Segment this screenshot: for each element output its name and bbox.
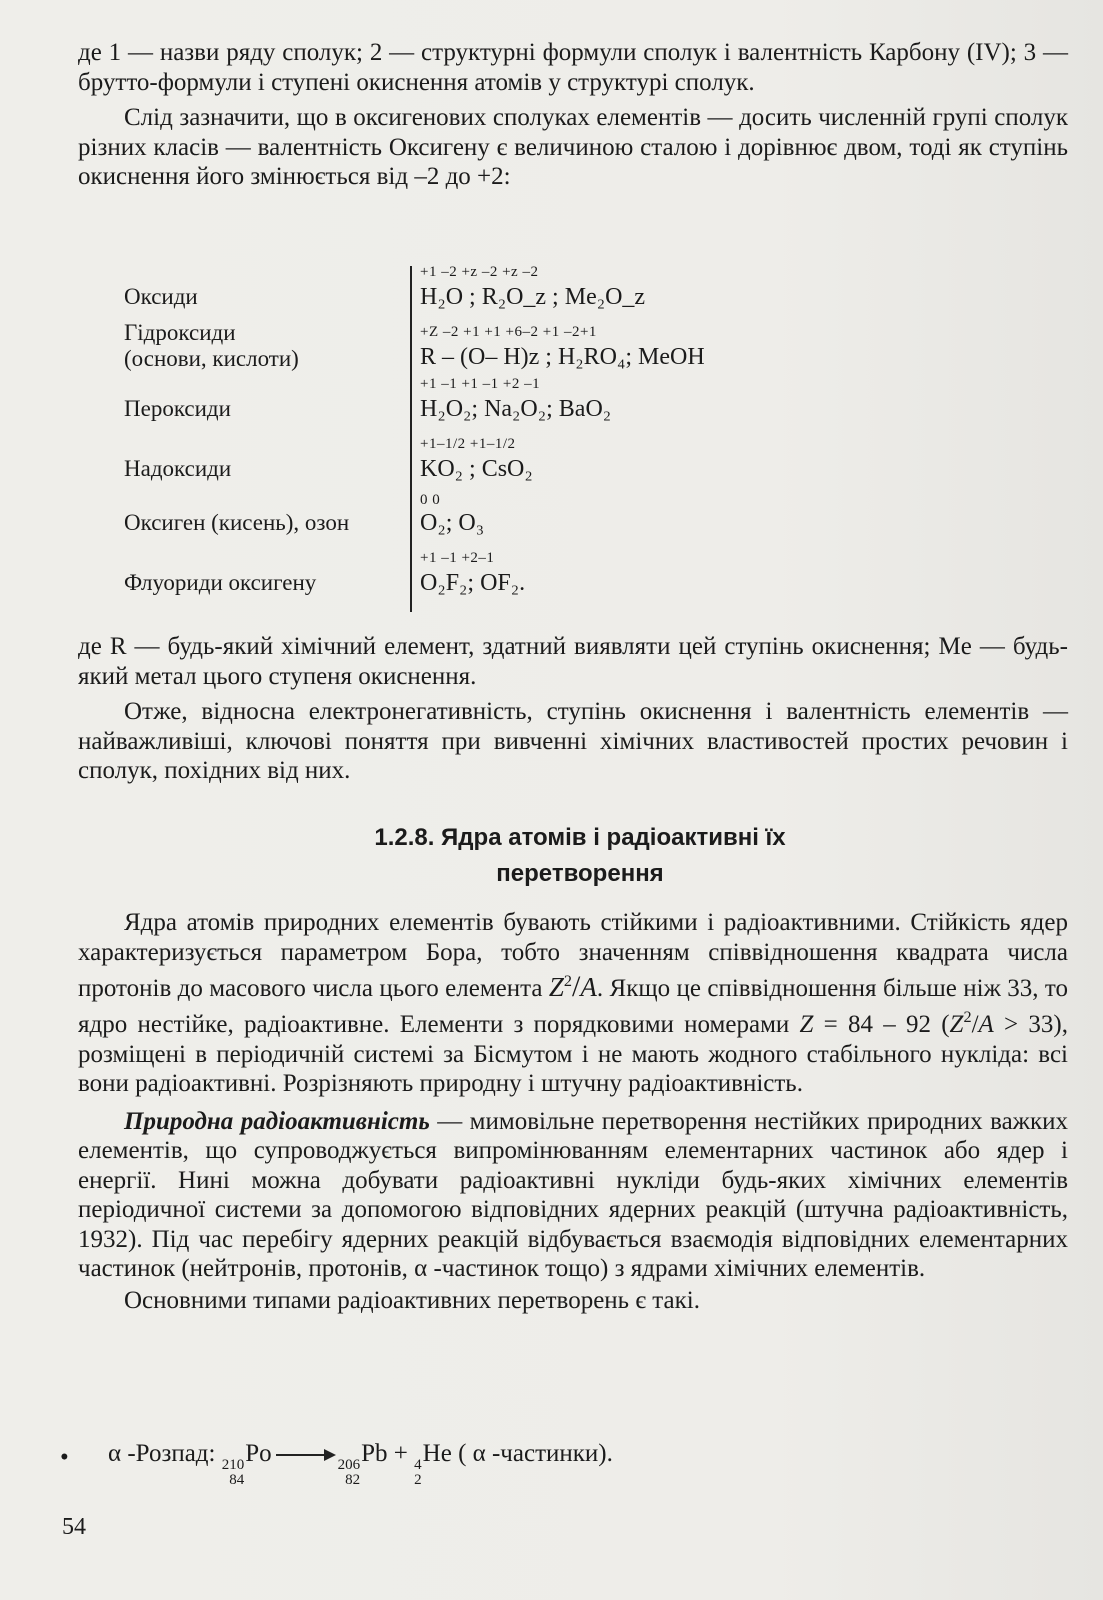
nuclei-paragraph: Ядра атомів природних елементів бувають стійкими і радіоактивними. Стійкість ядер характеризується параметром Бора, тобто значенням співвідношення квадрата числа протонів до масового числа цього елемента $Z^2/A$. Якщо це співвідношення більше ніж 33, то ядро нестійке, радіоактивне. Елементи з порядковими номерами Z = 84 – 92 $(Z^2/A > 33)$, розміщені в періодичній системі за Бісмутом і не мають жодного стабільного нукліда: всі вони радіоактивні. Розрізняють природну і штучну радіоактивність. — [78, 909, 1069, 1097]
nuclei-text-b: Якщо це співвідношення більше ніж 33, то ядро нестійке, радіоактивне. Елементи з порядковими номерами — [78, 974, 1069, 1038]
page-number: 54 — [62, 1514, 86, 1540]
summary-paragraph: Отже, відносна електронегативність, ступінь окиснення і валентність елементів — найважливіші, ключові поняття при вивченні хімічних властивостей простих речовин і сполук, похідних від них. — [78, 698, 1068, 784]
natural-radioactivity-paragraph — [78, 1107, 1068, 1284]
formula: O₂F₂; OF₂. — [420, 570, 526, 596]
formula: O₂; O₃ — [420, 510, 485, 536]
definition-paragraph: де R — будь-який хімічний елемент, здатний виявляти цей ступінь окиснення; Me — будь-який метал цього ступеня окиснення. — [78, 633, 1068, 690]
table-row-label: Оксиди — [124, 284, 198, 309]
reaction-arrow-icon — [276, 1454, 334, 1456]
section-title-line-1: 1.2.8. Ядра атомів і радіоактивні їх — [374, 824, 786, 851]
formula: KO₂ ; CsO₂ — [420, 456, 533, 482]
alpha-decay-label: α -Розпад: — [108, 1440, 216, 1467]
table-row-label: Флуориди оксигену — [124, 570, 317, 595]
bullet-icon: • — [60, 1444, 69, 1471]
formula: H₂O₂; Na₂O₂; BaO₂ — [420, 396, 612, 422]
table-row-label: Оксиген (кисень), озон — [124, 510, 350, 535]
alpha-decay-note: ( α -частинки). — [458, 1440, 613, 1467]
table-row-label: Пероксиди — [124, 396, 231, 421]
section-title-line-2: перетворення — [496, 860, 664, 887]
alpha-decay-equation: α -Розпад: 210 84 Po 206 82 Pb + 4 2 He ( α -частинки). — [108, 1440, 613, 1488]
oxidation-states: 0 0 — [420, 492, 441, 508]
oxidation-states: +1 –1 +1 –1 +2 –1 — [420, 376, 541, 392]
table-divider — [410, 266, 412, 612]
nuclei-text-a: Ядра атомів природних елементів бувають стійкими і радіоактивними. Стійкість ядер характеризується параметром Бора, тобто значенням співвідношення квадрата числа протонів до масового числа цього елемента — [78, 909, 1068, 1002]
oxidation-states: +1–1/2 +1–1/2 — [420, 436, 516, 452]
term-natural-radioactivity: Природна радіоактивність — [124, 1107, 430, 1135]
oxidation-states: +Z –2 +1 +1 +6–2 +1 –2+1 — [420, 324, 597, 340]
types-paragraph: Основними типами радіоактивних перетворень є такі. — [124, 1286, 700, 1314]
table-row-label: (основи, кислоти) — [124, 346, 299, 371]
table-row-label: Надоксиди — [124, 456, 232, 481]
formula: R – (O– H)z ; H₂RO₄; MeOH — [420, 344, 705, 370]
intro-block — [78, 38, 1068, 192]
after-table-block — [78, 632, 1068, 786]
oxidation-states: +1 –1 +2–1 — [420, 550, 495, 566]
intro-paragraph-1: де 1 — назви ряду сполук; 2 — структурні формули сполук і валентність Карбону (IV); 3 — брутто-формули і ступені окиснення атомів у структурі сполук. — [78, 39, 1068, 96]
table-row-label: Гідроксиди — [124, 320, 236, 345]
section-heading — [230, 820, 930, 892]
natural-radioactivity-text: — мимовільне перетворення нестійких природних важких елементів, що супроводжується випромінюванням елементарних частинок або ядер і енергії. Нині можна добувати радіоактивні нукліди будь-яких хімічних елементів періодичної системи за допомогою відповідних ядерних реакцій (штучна радіоактивність, 1932). Під час перебігу ядерних реакцій відбувається взаємодія відповідних елементарних частинок (нейтронів, протонів, α -частинок тощо) з ядрами хімічних елементів. — [78, 1107, 1068, 1282]
formula: H₂O ; R₂O_z ; Me₂O_z — [420, 284, 646, 310]
oxidation-states: +1 –2 +z –2 +z –2 — [420, 264, 539, 280]
intro-paragraph-2: Слід зазначити, що в оксигенових сполуках елементів — досить численній групі сполук різних класів — валентність Оксигену є величиною сталою і дорівнює двом, тоді як ступінь окиснення його змінюється від –2 до +2: — [78, 104, 1068, 190]
body-block — [78, 908, 1068, 1315]
nuclei-text-c: розміщені в періодичній системі за Бісмутом і не мають жодного стабільного нукліда: всі вони радіоактивні. Розрізняють природну і штучну радіоактивність. — [78, 1040, 1068, 1097]
